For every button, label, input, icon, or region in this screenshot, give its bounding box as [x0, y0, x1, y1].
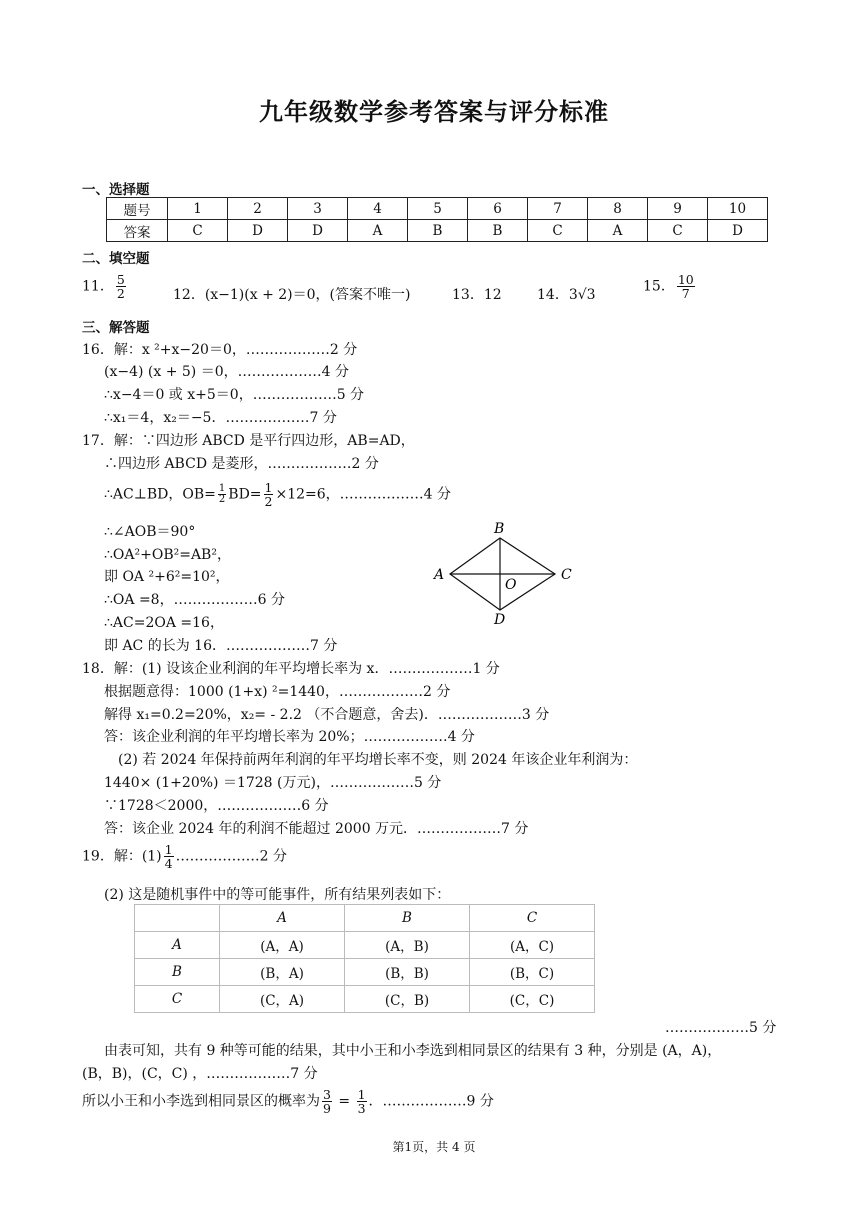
- q16-line: ∴x₁＝4，x₂＝−5．………………7 分: [104, 410, 337, 426]
- page-title: 九年级数学参考答案与评分标准: [259, 98, 609, 126]
- table-cell: C: [168, 220, 228, 242]
- denominator: 4: [164, 856, 173, 872]
- denominator: 2: [264, 494, 273, 510]
- table-cell: 7: [528, 198, 588, 220]
- equation-text: x−4＝0 或 x+5＝0，………………5 分: [112, 387, 365, 403]
- vertex-label-a: A: [434, 567, 445, 583]
- q17-line: ∴OA²+OB²=AB²，: [104, 547, 231, 563]
- table-cell: C: [648, 220, 708, 242]
- answer-value: 3√3: [568, 287, 596, 303]
- center-label-o: O: [505, 577, 517, 593]
- text-segment: ×12=6，………………4 分: [275, 486, 452, 503]
- rhombus-figure: [430, 518, 580, 628]
- text-segment: 所以小王和小李选到相同景区的概率为: [82, 1093, 320, 1110]
- table-row: [107, 198, 768, 220]
- q16-line: 16．解：x ²+x−20＝0，………………2 分: [82, 342, 358, 358]
- fill-answer-11: [82, 273, 128, 300]
- text-segment: ………………2 分: [175, 848, 287, 865]
- table-row-header: 题号: [107, 198, 168, 220]
- numerator: 3: [323, 1087, 331, 1102]
- table-row: [135, 905, 595, 932]
- fraction: [677, 273, 695, 300]
- question-number: 15．: [643, 278, 675, 295]
- fill-answer-14: [537, 284, 596, 304]
- q16-line: (x−4) (x + 5) ＝0，………………4 分: [104, 364, 349, 380]
- vertex-label-d: D: [494, 612, 506, 628]
- fill-answer-15: [643, 273, 697, 300]
- table-cell: B: [408, 220, 468, 242]
- numerator: 10: [677, 272, 694, 287]
- vertex-label-b: B: [494, 521, 505, 537]
- table-cell: (C，B): [345, 986, 470, 1013]
- q19-line: 由表可知，共有 9 种等可能的结果，其中小王和小李选到相同景区的结果有 3 种，分别是 (A，A)，: [104, 1043, 722, 1059]
- q17-line: ∴∠AOB＝90°: [104, 524, 196, 540]
- fill-answer-13: 13．12: [452, 287, 502, 303]
- section-heading-fill: 二、填空题: [82, 251, 150, 267]
- table-cell: 4: [348, 198, 408, 220]
- q18-line: 1440× (1+20%) ＝1728 (万元)，………………5 分: [104, 775, 442, 791]
- table-cell: (B，B): [345, 959, 470, 986]
- q19-line: [82, 843, 287, 870]
- q17-line: [104, 481, 451, 508]
- table-column-header: C: [470, 905, 595, 932]
- page-footer: 第1页，共 4 页: [392, 1140, 476, 1154]
- table-cell: 8: [588, 198, 648, 220]
- table-cell: 2: [228, 198, 288, 220]
- table-cell: A: [588, 220, 648, 242]
- numerator: 1: [264, 480, 273, 495]
- q19-line: (B，B)，(C，C) ，………………7 分: [82, 1066, 318, 1082]
- fraction: [218, 484, 226, 506]
- q19-score-line: ………………5 分: [665, 1020, 777, 1036]
- equals-sign: =: [333, 1093, 355, 1110]
- fraction: [116, 273, 126, 300]
- table-row-header: A: [135, 932, 220, 959]
- text-segment: ．………………9 分: [368, 1093, 494, 1110]
- vertex-label-c: C: [561, 567, 572, 583]
- fill-answer-12: 12．(x−1)(x + 2)＝0，(答案不唯一): [173, 287, 411, 303]
- q18-line: 答：该企业 2024 年的利润不能超过 2000 万元．………………7 分: [104, 821, 529, 837]
- numerator: 5: [116, 272, 125, 287]
- numerator: 1: [164, 842, 173, 857]
- fraction: [264, 481, 274, 508]
- table-corner-cell: [135, 905, 220, 932]
- fraction: [357, 1088, 367, 1115]
- q17-line: 即 OA ²+6²=10²，: [104, 569, 230, 585]
- text-segment: BD=: [228, 486, 262, 503]
- outcome-table: [134, 904, 595, 1013]
- denominator: 9: [323, 1101, 331, 1117]
- denominator: 2: [116, 286, 125, 302]
- q17-line: 即 AC 的长为 16．………………7 分: [104, 638, 338, 654]
- fraction: [322, 1088, 332, 1115]
- table-row-header: B: [135, 959, 220, 986]
- q18-line: 根据题意得：1000 (1+x) ²=1440，………………2 分: [104, 684, 451, 700]
- table-cell: C: [528, 220, 588, 242]
- therefore-symbol: ∴: [104, 387, 113, 403]
- table-cell: (A，A): [220, 932, 345, 959]
- q18-line: 18．解：(1) 设该企业利润的年平均增长率为 x．………………1 分: [82, 661, 500, 677]
- table-row-header: 答案: [107, 220, 168, 242]
- q17-line: 17．解：∵四边形 ABCD 是平行四边形，AB=AD，: [82, 433, 415, 449]
- table-cell: (C，C): [470, 986, 595, 1013]
- table-cell: A: [348, 220, 408, 242]
- numerator: 1: [357, 1087, 366, 1102]
- table-row: [135, 986, 595, 1013]
- q17-line: ∴AC=2OA =16，: [104, 615, 224, 631]
- section-heading-solution: 三、解答题: [82, 320, 150, 336]
- numerator: 1: [218, 482, 226, 494]
- section-heading-choice: 一、选择题: [82, 182, 150, 198]
- q18-line: 答：该企业利润的年平均增长率为 20%；………………4 分: [104, 729, 475, 745]
- text-segment: ∴AC⊥BD，OB=: [104, 486, 216, 503]
- table-cell: D: [288, 220, 348, 242]
- table-cell: (C，A): [220, 986, 345, 1013]
- q19-line: (2) 这是随机事件中的等可能事件，所有结果列表如下：: [104, 887, 451, 903]
- q19-line: [82, 1088, 494, 1115]
- q18-line: ∵1728＜2000，………………6 分: [104, 798, 329, 814]
- denominator: 2: [218, 494, 226, 506]
- table-cell: (A，B): [345, 932, 470, 959]
- q16-line: [104, 384, 364, 404]
- table-cell: D: [708, 220, 768, 242]
- question-number: 11．: [82, 278, 114, 295]
- table-cell: 9: [648, 198, 708, 220]
- q17-line: ∴OA =8，………………6 分: [104, 592, 285, 608]
- text-segment: 19．解：(1): [82, 848, 162, 865]
- table-cell: B: [468, 220, 528, 242]
- q18-line: (2) 若 2024 年保持前两年利润的年平均增长率不变，则 2024 年该企业年利润为：: [118, 752, 638, 768]
- table-cell: (B，C): [470, 959, 595, 986]
- table-cell: (A，C): [470, 932, 595, 959]
- table-row: [135, 932, 595, 959]
- denominator: 7: [681, 286, 690, 302]
- table-cell: 5: [408, 198, 468, 220]
- question-number: 14．: [537, 287, 569, 303]
- table-row: [107, 220, 768, 242]
- q17-line: ∴四边形 ABCD 是菱形，………………2 分: [104, 456, 379, 472]
- table-cell: (B，A): [220, 959, 345, 986]
- table-column-header: A: [220, 905, 345, 932]
- table-cell: 6: [468, 198, 528, 220]
- q18-line: 解得 x₁=0.2=20%，x₂= - 2.2 （不合题意，舍去)．………………3 分: [104, 707, 550, 723]
- fraction: [164, 843, 174, 870]
- table-cell: 1: [168, 198, 228, 220]
- table-row: [135, 959, 595, 986]
- denominator: 3: [357, 1101, 366, 1117]
- table-cell: 3: [288, 198, 348, 220]
- choice-answer-table: [106, 197, 768, 242]
- table-row-header: C: [135, 986, 220, 1013]
- table-cell: 10: [708, 198, 768, 220]
- table-cell: D: [228, 220, 288, 242]
- table-column-header: B: [345, 905, 470, 932]
